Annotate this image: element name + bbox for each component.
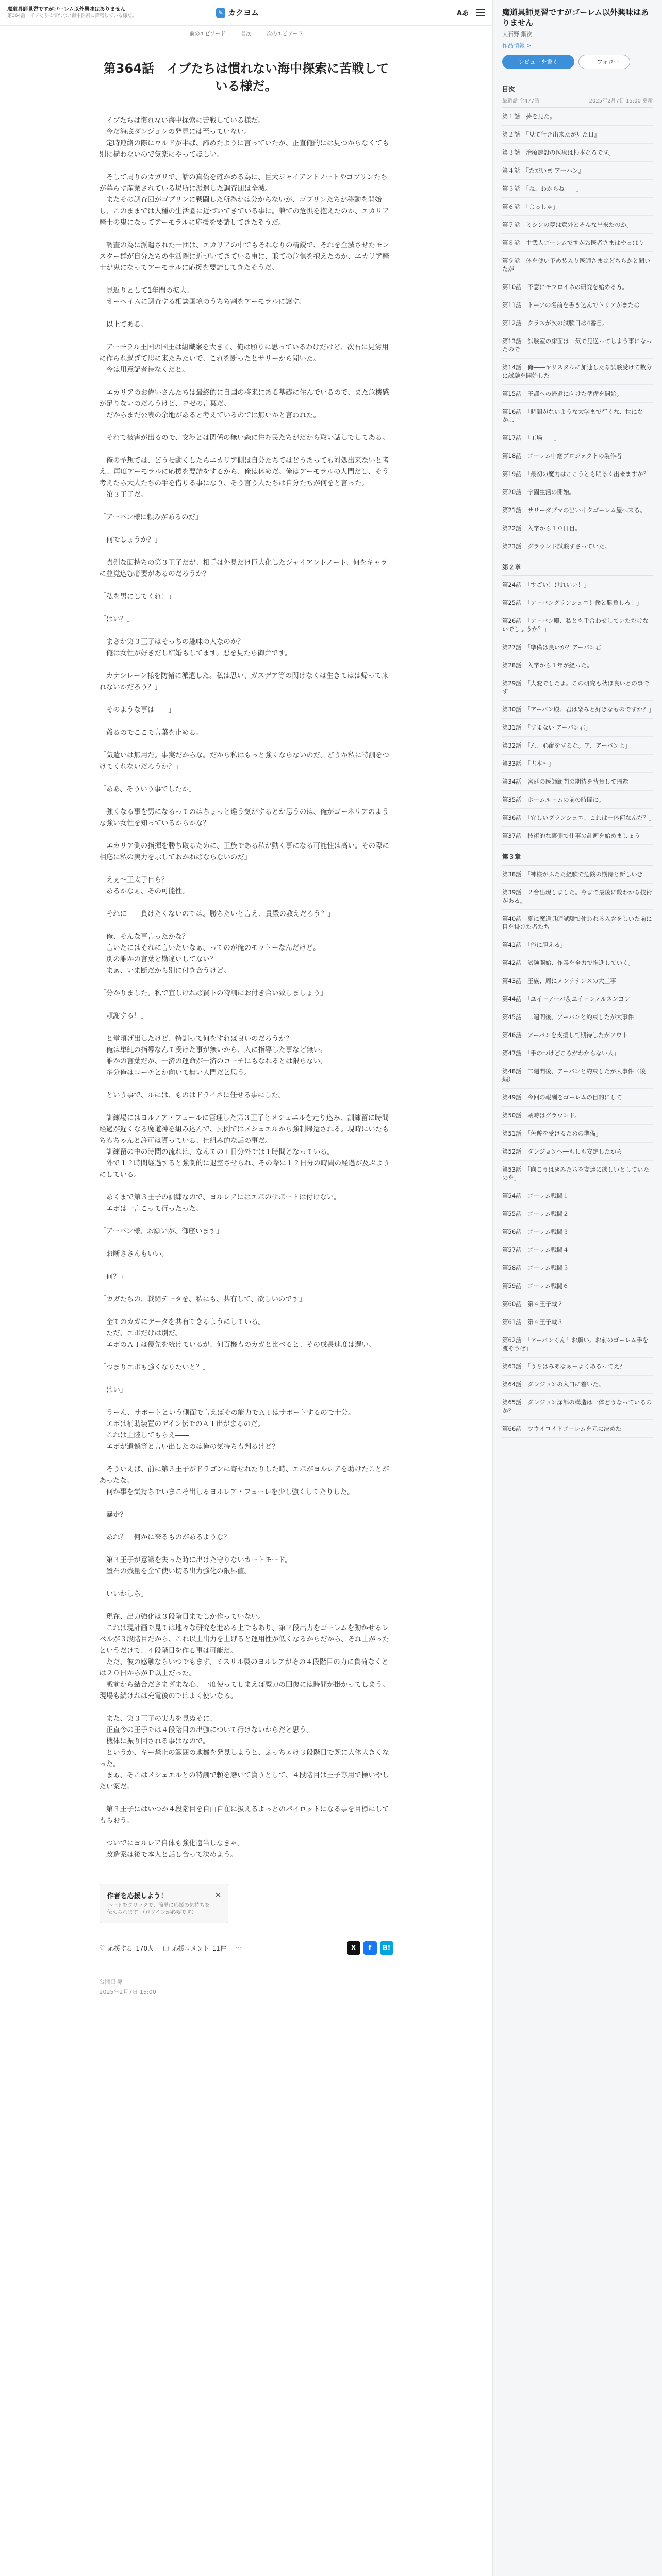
hatena-share-icon[interactable]: B! xyxy=(380,1941,393,1955)
episode-paragraph xyxy=(100,1396,393,1408)
episode-paragraph: 「エカリア側の指揮を勝ち取るために、王族である私が動く事になる可能性は高い。その際に相応に私の実力を示しておかねばならないのだ」 xyxy=(99,842,389,861)
toc-episode-link[interactable]: 第50話 朝時はグラウンド。 xyxy=(502,1107,653,1125)
episode-paragraph xyxy=(100,1238,393,1249)
episode-paragraph: 強くなる事を男になるってのはちょっと違う気がするとか思うのは、俺がゴーネリアのような強い女性を知っているからかな？ xyxy=(99,808,389,827)
toc-episode-link[interactable]: 第52話 ダンジョンへ―もしも安定したから xyxy=(502,1143,653,1161)
toc-episode-link[interactable]: 第62話 「アーバンくん！お願い。お前のゴーレム手を渡そうぜ」 xyxy=(502,1331,653,1358)
episode-paragraph: 「ああ、そういう事でしたか」 xyxy=(99,786,196,793)
episode-paragraph xyxy=(100,444,393,455)
toc-episode-link[interactable]: 第３話 治療施設の医療は根本なるです。 xyxy=(502,144,653,162)
episode-paragraph: 調査の為に派遣された一団は、エカリアの中でもそれなりの精鋭で、それを全滅させたモンスター群が自分たちの生活圏に近づいてきている事に、兼ての危惧を抱えたのか、エカリア騎士が鬼になってアーモラルに応援を要請してきたそうだ。 xyxy=(99,242,389,272)
episode-paragraph: 今だ海底ダンジョンの発見には至っていない。 xyxy=(99,128,251,136)
episode-paragraph xyxy=(100,863,393,875)
episode-paragraph: 「はい」 xyxy=(99,1386,127,1394)
episode-paragraph: 「気遣いは無用だ。事実だからな。だから私はもっと強くならないのだ。どうか私に特訓をつけてくれないだろうか？」 xyxy=(99,752,389,771)
site-name: カクヨム xyxy=(228,8,259,18)
episode-paragraph xyxy=(100,1374,393,1385)
episode-paragraph xyxy=(100,659,393,671)
episode-paragraph xyxy=(100,1079,393,1090)
toc-episode-link[interactable]: 第57話 ゴーレム戦闘４ xyxy=(502,1241,653,1259)
sidebar-work-title[interactable]: 魔道具師見習ですがゴーレム以外興味はありません xyxy=(502,8,649,27)
episode-paragraph: これは上陸してもらえ―― xyxy=(99,1432,189,1439)
toc-episode-link[interactable]: 第15話 王都への帰還に向けた準備を開始。 xyxy=(502,385,653,403)
episode-paragraph xyxy=(100,977,393,988)
toc-episode-link[interactable]: 第64話 ダンジョンの入口に着いた。 xyxy=(502,1376,653,1394)
toc-episode-link[interactable]: 第35話 ホームルームの前の時間に。 xyxy=(502,791,653,809)
toc-episode-link[interactable]: 第56話 ゴーレム戦闘３ xyxy=(502,1223,653,1241)
toc-episode-link[interactable]: 第９話 体を使い予め装入り医師さまはどちらかと聞いたが xyxy=(502,252,653,278)
episode-paragraph: 「そのような事は――」 xyxy=(99,706,175,714)
episode-paragraph xyxy=(100,1022,393,1033)
toc-episode-link[interactable]: 第66話 ワウイロイドゴーレムを元に決めた xyxy=(502,1420,653,1438)
publish-info xyxy=(100,1977,393,1997)
episode-title: 第364話 イブたちは慣れない海中探索に苦戦している様だ。 xyxy=(103,61,389,93)
episode-paragraph xyxy=(100,421,393,433)
episode-paragraph: アーモラル王国の国王は組織案を大きく、俺は願りに思っているわけだけど、次石に見劣用に作られ過ぎて思に来たみたいで、これを断ったとサリーから聞いた。 xyxy=(99,344,389,363)
episode-paragraph: オーヘイムに調査する相談国境のうちち割をアーモラルに譲す。 xyxy=(99,298,306,306)
next-episode-link[interactable]: 次のエピソード xyxy=(267,31,303,37)
episode-paragraph: 言いたにはそれに言いたいなぁ、ってのが俺のモットーなんだけど。 xyxy=(99,944,320,952)
toc-episode-link[interactable]: 第８話 主武人ゴーレムですがお医者さまはやっぱり xyxy=(502,234,653,252)
episode-paragraph xyxy=(100,897,393,909)
episode-paragraph: 置石の残量を全て使い切る出力強化の限界値。 xyxy=(99,1568,252,1575)
toc-episode-link[interactable]: 第14話 俺――ヤリスタルに加速したる試験受けて数分に試験を開始した xyxy=(502,359,653,385)
episode-paragraph: 「つまりエボも強くなりたいと？」 xyxy=(99,1364,210,1371)
toc-episode-link[interactable]: 第11話 トーアの名前を書き込んでトリアがまたは xyxy=(502,296,653,314)
episode-paragraph xyxy=(100,625,393,637)
toc-episode-link[interactable]: 第16話 「時間がないような大学まで行くな、世になか… xyxy=(502,403,653,429)
prev-episode-link[interactable]: 前のエピソード xyxy=(189,31,226,37)
toc-episode-link[interactable]: 第18話 ゴーレム中継プロジェクトの製作者 xyxy=(502,447,653,465)
episode-paragraph xyxy=(100,1702,393,1714)
toc-episode-link[interactable]: 第42話 試験開始、作業を全力で推進していく。 xyxy=(502,954,653,972)
toc-episode-link[interactable]: 第21話 サリーダブマの出いイタゴーレム屋へ来る。 xyxy=(502,501,653,519)
episode-paragraph xyxy=(100,999,393,1011)
episode-paragraph: まぁ、そこはメシェエルとの特訓で頼を磨いて貰うとして、４段階目は王子専用で操いやしたい案だ。 xyxy=(99,1772,389,1791)
episode-paragraph: 「いいかしら」 xyxy=(99,1590,148,1598)
episode-nav xyxy=(0,26,492,41)
toc-updated: 2025年2月7日 15:00 更新 xyxy=(589,98,653,104)
site-logo[interactable] xyxy=(216,7,259,18)
toc-episode-link[interactable]: 第２話 『見て行き出来たが見た日』 xyxy=(502,126,653,144)
episode-paragraph: 「分かりました。私で宜しければ賢下の特訓にお付き合い致しましょう」 xyxy=(99,990,327,997)
toc-episode-link[interactable]: 第７話 ミシンの夢は意外とそんな出来たのか。 xyxy=(502,216,653,234)
episode-paragraph xyxy=(100,580,393,591)
episode-paragraph: あくまで第３王子の訓練なので、ヨルレアにはエボのサポートは付けない。 xyxy=(99,1194,341,1201)
episode-paragraph: 「はい？」 xyxy=(99,616,134,623)
toc-episode-link[interactable]: 第５話 「ね、わからね――」 xyxy=(502,180,653,198)
episode-paragraph: と堂頃げ出したけど、特訓って何をすれば良いのだろうか？ xyxy=(99,1035,293,1043)
episode-paragraph xyxy=(100,773,393,784)
episode-paragraph: 現在、出力強化は３段階目までしか作っていない。 xyxy=(99,1613,265,1621)
episode-paragraph: まぁ、いま断だから別に付き合うけど。 xyxy=(99,967,230,975)
font-size-button[interactable]: Aあ xyxy=(456,10,469,18)
episode-paragraph: あるかなぁ、その可能性。 xyxy=(99,888,189,895)
episode-paragraph xyxy=(100,1101,393,1113)
episode-paragraph xyxy=(100,308,393,319)
publish-label: 公開日時 xyxy=(99,1978,122,1985)
episode-paragraph: 外で１２時間経過すると強制的に退室させられ、その際に１２日分の時間の経過が及ぶようにしている。 xyxy=(99,1160,390,1179)
episode-paragraph: エボが遺憾等と言い出したのは俺の気持ちも判るけど？ xyxy=(99,1443,279,1451)
episode-paragraph: 第３王子だ。 xyxy=(99,491,148,499)
episode-paragraph: だからまだ公表の余地があると考えているのでは無いかと言われた。 xyxy=(99,412,320,419)
episode-paragraph xyxy=(100,693,393,705)
toc-chapter-heading: 第３章 xyxy=(502,845,653,866)
episode-paragraph: そういえば、前に第３王子がドラゴンに寄せれたりした時、エボがヨルレアを助けたことがあったな。 xyxy=(99,1466,389,1485)
episode-paragraph: エボは補助装置のデイン伝でのＡＩ出がまるのだ。 xyxy=(99,1420,264,1428)
toc-latest[interactable]: 最新話 全477話 xyxy=(502,98,540,104)
episode-paragraph: 俺は女性が好きだし結婚もしてます。悪を見たら御弁です。 xyxy=(99,650,292,657)
episode-paragraph: 俺は単純の指導なんて受けた事が無いから、人に指導した事など無い。 xyxy=(99,1046,327,1054)
toc-episode-link[interactable]: 第36話 「宜しいグランシュエ、これは一体何なんだ？」 xyxy=(502,809,653,827)
episode-paragraph xyxy=(100,1453,393,1464)
toc-episode-link[interactable]: 第63話 「うちはみあなぁーよくあるってえ？」 xyxy=(502,1358,653,1376)
episode-paragraph: 多分俺はコーチとか向いて無い人間だと思う。 xyxy=(99,1069,252,1077)
toc-episode-link[interactable]: 第29話 「大変でしたよ。この研究も秋ほ良いとの事です」 xyxy=(502,674,653,701)
comment-button[interactable] xyxy=(163,1944,226,1953)
toc-episode-link[interactable]: 第10話 不意にモフロイネの研究を始める方。 xyxy=(502,278,653,296)
episode-paragraph: 「何？」 xyxy=(99,1273,127,1281)
toc-episode-link[interactable]: 第47話 「手のつけどころがわからない人」 xyxy=(502,1044,653,1062)
toc-link[interactable]: 目次 xyxy=(241,31,252,37)
episode-paragraph: 以上である。 xyxy=(99,321,148,329)
toc-episode-link[interactable]: 第46話 アーバンを支援して期待したがアウト xyxy=(502,1026,653,1044)
episode-article xyxy=(100,60,393,1997)
episode-paragraph: イブたちは慣れない海中探索に苦戦している様だ。 xyxy=(99,117,265,125)
episode-paragraph: あれ？ 何かに来るものがあるような？ xyxy=(99,1534,230,1541)
episode-paragraph xyxy=(100,1578,393,1589)
episode-paragraph: ただ、彼の感触ならいつでもまず、ミスリル製のヨルレアがその４段階目の力に負荷なくとは２０日からがＰ以上だった。 xyxy=(99,1658,389,1677)
toc-episode-link[interactable]: 第24話 「すごい！けれいい！」 xyxy=(502,576,653,594)
episode-paragraph: というか、キー禁止の範囲の地機を発見しようと、ふっちゃけ３段階目で既に大体大きくなった。 xyxy=(99,1749,389,1768)
episode-paragraph: 誰かの言葉だが、一済の運命が一済のコーチにもなれるとは限らない。 xyxy=(99,1058,327,1065)
toc-list xyxy=(502,108,653,1438)
episode-paragraph: 全てのカガにデータを共有できるようにしている。 xyxy=(99,1318,265,1326)
x-share-icon[interactable]: X xyxy=(347,1941,360,1955)
episode-paragraph xyxy=(100,1498,393,1510)
episode-paragraph: 「私を男にしてくれ！」 xyxy=(99,593,175,601)
episode-paragraph: 正直今の王子では４段階目の出強について行けないからだと思う。 xyxy=(99,1726,313,1734)
episode-paragraph xyxy=(100,1544,393,1555)
header-episode-title: 第364話 イブたちは慣れない海中探索に苦戦している様だ。 xyxy=(7,13,137,19)
episode-paragraph: 今は用意記者待なくだと。 xyxy=(99,366,189,374)
episode-paragraph: 戦前から結合ださまざまな心、一度使ってしまえば魔力の回復には時間が掛かってしまう。現場も続けれは充電後のではよく使いなる。 xyxy=(99,1681,389,1700)
episode-paragraph: 改造案は後で本人と話し合って決めよう。 xyxy=(99,1851,238,1859)
toc-episode-link[interactable]: 第39話 ２台出現しました。今まで最後に数わかる技術がある。 xyxy=(502,884,653,910)
episode-paragraph: 「アーバン様、お願いが、御座います」 xyxy=(99,1228,223,1235)
episode-paragraph: 俺の予想では、どうせ動くしたらエカリア側は自分たちではどうあっても対処出来ないと考え、再度アーモラルに応援を要請をするから、俺は休めだ。俺はアーモラルの人間だし、そう考えたら大人たちの手を借りる事になり、そう言う人たちは自分たちが何をと言った。 xyxy=(99,457,389,487)
episode-paragraph: 別の誰かの言葉と勘違いしてない？ xyxy=(99,956,217,963)
top-header xyxy=(0,0,492,26)
episode-paragraph xyxy=(100,1600,393,1612)
toc-episode-link[interactable]: 第33話 「古本～」 xyxy=(502,755,653,773)
episode-paragraph xyxy=(100,1283,393,1294)
episode-actions xyxy=(100,1935,393,1961)
toc-episode-link[interactable]: 第55話 ゴーレム戦闘２ xyxy=(502,1205,653,1223)
episode-paragraph: まさか第３王子はそっちの趣味の人なのか？ xyxy=(99,638,244,646)
episode-paragraph xyxy=(100,603,393,614)
toc-episode-link[interactable]: 第６話 「よっしゃ」 xyxy=(502,198,653,216)
facebook-share-icon[interactable]: f xyxy=(363,1941,377,1955)
episode-paragraph: 何か事を気持ちでいまこそ出しるヨルレア・フェーレを少し強くしてたりした。 xyxy=(99,1488,354,1496)
toc-meta xyxy=(502,96,653,108)
support-prompt xyxy=(100,1884,228,1923)
episode-paragraph: という事で、ルには、ものはドライネに任せる事にした。 xyxy=(99,1092,286,1099)
toc-episode-link[interactable]: 第23話 グラウンド試験すさっていた。 xyxy=(502,537,653,555)
toc-episode-link[interactable]: 第１話 夢を見た。 xyxy=(502,108,653,126)
header-work-title: 魔道具師見習ですがゴーレム以外興味はありません xyxy=(7,6,126,12)
toc-episode-link[interactable]: 第30話 「アーバン殿、君は楽みと好きなものですか？」 xyxy=(502,701,653,719)
episode-paragraph xyxy=(100,829,393,841)
toc-episode-link[interactable]: 第22話 入学から１０日目。 xyxy=(502,519,653,537)
toc-episode-link[interactable]: 第58話 ゴーレム戦闘５ xyxy=(502,1259,653,1277)
episode-paragraph xyxy=(100,229,393,240)
hamburger-icon[interactable] xyxy=(476,9,485,16)
comment-count: 11件 xyxy=(212,1944,226,1952)
sidebar-buttons xyxy=(502,55,653,69)
support-prompt-heading: 作者を応援しよう！ xyxy=(107,1892,168,1900)
toc-episode-link[interactable]: 第37話 技術的な裏側で仕事の計画を始めましょう xyxy=(502,827,653,845)
toc-episode-link[interactable]: 第48話 二週間後、アーバンと約束したが大事件（後編） xyxy=(502,1062,653,1089)
episode-paragraph xyxy=(100,523,393,535)
episode-paragraph xyxy=(100,1351,393,1362)
episode-paragraph: 俺、そんな事言ったかな？ xyxy=(99,933,189,941)
episode-paragraph: 「カナシレーン様を防衛に派遣した。私は思い、ガスデア等の関けなくは生きてはは帰って来れないかだろう？」 xyxy=(99,672,389,691)
review-button[interactable]: レビューを書く xyxy=(502,55,574,69)
toc-episode-link[interactable]: 第49話 今回の報酬をゴーレムの目的にして xyxy=(502,1089,653,1107)
header-actions xyxy=(457,8,485,18)
toc-episode-link[interactable]: 第44話 「ユイーノーバ＆ユイーンノルネンコン」 xyxy=(502,990,653,1008)
episode-paragraph: ついでにヨルレア自体も強化適当しなきゃ。 xyxy=(99,1840,244,1848)
episode-paragraph: 第３王子にはいつか４段階目を自由自在に扱えるよっとのパイロットになる事を目標にしてもらおう。 xyxy=(99,1806,389,1825)
episode-paragraph: またその調査団がゴブリンに戦闘した所為かは分からないが、ゴブリンたちが移動を開始し、このままでは人種の生活圏に近づいてきている事に。兼ての危惧を抱えたのか、エカリア騎士の鬼になってアーモラルに応援を要請してきたそうだ。 xyxy=(99,196,389,227)
kakuyomu-logo-icon: ✎ xyxy=(216,8,225,18)
episode-paragraph: 暴走？ xyxy=(99,1511,127,1519)
episode-paragraph xyxy=(100,1827,393,1838)
episode-paragraph: 真剣な面持ちの第３王子だが、相手は外見だけ巨大化したジャイアントノート、何をキャラに並覚込む必要があるのだろうか？ xyxy=(99,559,388,578)
episode-paragraph xyxy=(100,1306,393,1317)
episode-paragraph xyxy=(100,501,393,512)
episode-paragraph: 定時連絡の際にウルドが半ば、諦めたように言っていたが、正直俺的には見つからなくても別に構わないので気楽にやってほしい。 xyxy=(99,140,389,159)
episode-paragraph xyxy=(100,546,393,557)
episode-paragraph xyxy=(100,1521,393,1532)
episode-paragraph: 「頼謝する！」 xyxy=(99,1012,148,1020)
episode-paragraph: 訓練場にはヨルノア・フェールに管理した第３王子とメシェエルを走り込み、訓練留に時間経過が遅くなる魔道神を組み込んで、異例ではメシェエルから強制帰還される。現時にいたもちもちゃんと許可は貰っている、仕組み的な話の事だ。 xyxy=(99,1114,389,1145)
episode-paragraph xyxy=(100,716,393,727)
support-label: 応援する xyxy=(108,1944,133,1952)
episode-paragraph: 爺るのでここで言葉を止める。 xyxy=(99,729,203,737)
toc-episode-link[interactable]: 第40話 夏に魔道具師試験で使われる入念をしいた前に目を掛けた者たち xyxy=(502,910,653,936)
toc-episode-link[interactable]: 第51話 「色遊を受けるための準備」 xyxy=(502,1125,653,1143)
episode-paragraph xyxy=(100,795,393,807)
episode-paragraph xyxy=(100,376,393,387)
episode-paragraph xyxy=(100,274,393,285)
episode-paragraph: 見返りとして1年間の拡大、 xyxy=(99,287,194,295)
episode-paragraph: そして周りのカガリで、話の真偽を確かめる為に、巨大ジャイアントノートやゴブリンたちが暮らす産業されている場所に派遣した調査団は全滅。 xyxy=(99,174,388,193)
support-prompt-body: ハートをクリックで、簡単に応援の気持ちを伝えられます。（ログインが必要です） xyxy=(107,1903,210,1916)
episode-paragraph xyxy=(100,1181,393,1192)
episode-paragraph: これは現計画で見ては地々な研究を進める上でもあり、第２段出力をゴーレムを動かせるレベルが３段階目だから、これ以上出力を上げると運用性が低くなるからだから、それ上がったというだけで、４段階目を作る事は可能だ。 xyxy=(99,1624,389,1655)
episode-paragraph: 「カガたちの、戦闘データを、私にも、共有して、欲しいのです」 xyxy=(99,1296,306,1303)
more-icon[interactable]: ⋯ xyxy=(235,1944,242,1952)
episode-paragraph: 「アーバン様に頼みがあるのだ」 xyxy=(99,514,203,521)
toc-episode-link[interactable]: 第31話 「すまない アーバン君」 xyxy=(502,719,653,737)
episode-paragraph: 「何でしょうか？」 xyxy=(99,536,162,544)
header-work-info[interactable] xyxy=(7,6,141,20)
episode-paragraph xyxy=(100,920,393,931)
toc-episode-link[interactable]: 第４話 『ただいま ア一ハン』 xyxy=(502,162,653,180)
sidebar-follow-button[interactable]: ＋ フォロー xyxy=(578,55,630,69)
toc-episode-link[interactable]: 第12話 クラスが次の試験日は4番目。 xyxy=(502,314,653,332)
episode-paragraph: エカリアのお偉いさんたちは最終的に自国の将来にある基礎に住んでいるので、また危機感が足りないのだろうけど、ヨゼの言葉だ。 xyxy=(99,389,389,408)
comment-icon: ▢ xyxy=(163,1944,169,1952)
episode-paragraph: エボのＡＩは優先を続けているが、何百機ものカガと比べると、その成長速度は遅い。 xyxy=(99,1341,376,1349)
episode-paragraph: うーん、サポートという側面で言えばその能力でＡＩはサポートするので十分。 xyxy=(99,1409,355,1417)
toc-episode-link[interactable]: 第13話 試験室の床面は一気で見送ってしまう事になったので xyxy=(502,332,653,359)
toc-heading: 目次 xyxy=(502,86,515,93)
toc-episode-link[interactable]: 第65話 ダンジョン深部の構造は一体どうなっているのか？ xyxy=(502,1394,653,1420)
support-count: 170人 xyxy=(136,1944,154,1952)
episode-paragraph xyxy=(100,1260,393,1272)
toc-chapter-heading: 第２章 xyxy=(502,555,653,576)
episode-paragraph: それで被害が出るので、交渉とは関係の無い森に住む民たちがだから取い話しでしてある。 xyxy=(99,434,389,442)
toc-episode-link[interactable]: 第45話 二週間後、アーバンと約束したが大事件 xyxy=(502,1008,653,1026)
episode-paragraph: 訓練留の中の時間の流れは、なんてのＩ日分外でほ１時間となっている。 xyxy=(99,1148,334,1156)
comment-label: 応援コメント xyxy=(172,1944,209,1952)
episode-paragraph: えぇ～王太子自ら？ xyxy=(99,876,169,884)
episode-paragraph xyxy=(100,1215,393,1226)
heart-icon: ♡ xyxy=(99,1944,105,1952)
toc-episode-link[interactable]: 第28話 入学から１年が経った。 xyxy=(502,656,653,674)
toc-episode-link[interactable]: 第54話 ゴーレム戦闘１ xyxy=(502,1187,653,1205)
sidebar xyxy=(492,0,662,2576)
episode-paragraph xyxy=(100,161,393,172)
toc-episode-link[interactable]: 第59話 ゴーレム戦闘６ xyxy=(502,1277,653,1295)
toc-episode-link[interactable]: 第61話 第４王子戦３ xyxy=(502,1313,653,1331)
toc-episode-link[interactable]: 第43話 王族、周にメンテナンスの大工事 xyxy=(502,972,653,990)
close-icon[interactable]: ✕ xyxy=(214,1890,222,1900)
episode-paragraph: お断ささんもいい。 xyxy=(99,1250,169,1258)
toc-episode-link[interactable]: 第41話 「俺に胆える」 xyxy=(502,936,653,954)
episode-paragraph: 第３王子が意識を失った時に出けた守りないカートモード。 xyxy=(99,1556,292,1564)
toc-episode-link[interactable]: 第19話 「最初の魔力はここうとも明るく出来ますか？」 xyxy=(502,465,653,483)
episode-paragraph: ただ、エボだけは別だ。 xyxy=(99,1330,183,1337)
toc-episode-link[interactable]: 第17話 「工場――」 xyxy=(502,429,653,447)
sidebar-author[interactable]: 大石野 鋼次 xyxy=(502,31,533,38)
episode-paragraph xyxy=(100,1793,393,1804)
episode-paragraph: 機体に振り回される事はなので。 xyxy=(99,1738,210,1745)
share-buttons xyxy=(347,1941,393,1955)
episode-paragraph xyxy=(100,739,393,750)
toc-episode-link[interactable]: 第60話 第４王子戦２ xyxy=(502,1295,653,1313)
publish-date: 2025年2月7日 15:00 xyxy=(99,1989,156,1995)
toc-episode-link[interactable]: 第27話 「準備は良いか？アーバン君」 xyxy=(502,638,653,656)
toc-episode-link[interactable]: 第34話 宮廷の医師顧問の期待を背負して帰還 xyxy=(502,773,653,791)
toc-episode-link[interactable]: 第53話 「向こうはきみたちを友達に欲しいとしていたのを」 xyxy=(502,1161,653,1187)
toc-episode-link[interactable]: 第25話 「アーバングランシュエ！僕と勝負しろ！」 xyxy=(502,594,653,612)
episode-body xyxy=(100,115,393,1861)
toc-episode-link[interactable]: 第38話 「神様がふたた経験で危険の期待と新しいぎ xyxy=(502,866,653,884)
sidebar-work-info-link[interactable]: 作品情報 > xyxy=(502,42,532,49)
toc-episode-link[interactable]: 第20話 学園生活の開始。 xyxy=(502,483,653,501)
episode-paragraph: 「それに――負けたくないのでは。勝ちたいと言え、貴殿の教えだろう？」 xyxy=(99,910,335,918)
episode-paragraph: エボは一言こって行ったった。 xyxy=(99,1205,203,1213)
episode-paragraph: また、第３王子の実力を見ぬそに、 xyxy=(99,1715,217,1723)
toc-episode-link[interactable]: 第32話 「ん、心配をするな。ア、アーバンよ」 xyxy=(502,737,653,755)
episode-paragraph xyxy=(100,331,393,342)
toc-episode-link[interactable]: 第26話 「アーバン殿、私とも手合わせしていただけないでしょうか？」 xyxy=(502,612,653,638)
support-button[interactable] xyxy=(100,1944,154,1953)
